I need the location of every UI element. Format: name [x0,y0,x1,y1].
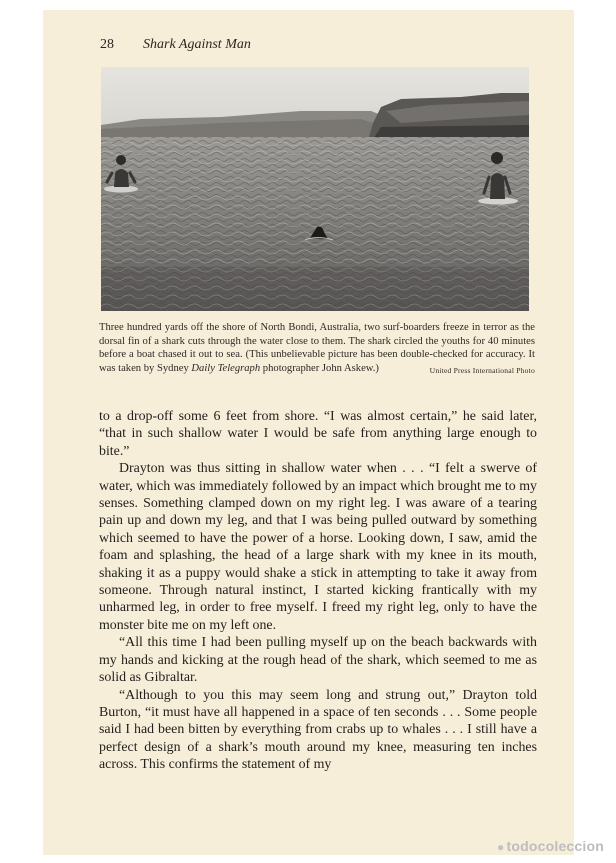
watermark-text: todocoleccion [506,838,604,854]
caption-text: Three hundred yards off the shore of North Bondi, Australia, two surf-boarders freeze in terror as the dorsal fin of a shark cuts through the water close to them. The shark circled the youths for 40 minutes before a boat chased it out to sea. (This unbelievable picture has been double-checked for accuracy. It was taken by Sydney [99,322,535,374]
running-title: Shark Against Man [143,37,251,52]
photo-caption [99,321,535,377]
page-header [100,37,540,53]
paragraph: to a drop-off some 6 feet from shore. “I was almost certain,” he said later, “that in such shallow water I would be safe from anything large enough to bite.” [99,409,537,459]
body-text [99,408,537,774]
photo-ocean-surfers-shark-fin-icon [101,67,529,311]
watermark-logo-icon: ● [497,840,505,854]
paragraph: Drayton was thus sitting in shallow water when . . . “I felt a swerve of water, which was immediately followed by an impact which brought me to my senses. Something clamped down on my right leg. I was aware of a tearing pain up and down my leg, and that I was being pulled outward by something which seemed to have the power of a horse. Looking down, I saw, amid the foam and splashing, the head of a large shark with my knee in its mouth, shaking it as a puppy would shake a stick in attempting to take it away from someone. Through natural instinct, I started kicking frantically with my unharmed leg, in order to free myself. I freed my right leg, only to have the monster bite me on my left one. [99,461,537,633]
paragraph: “All this time I had been pulling myself up on the beach backwards with my hands and kicking at the rough head of the shark, which seemed to me as solid as Gibraltar. [99,635,537,686]
paragraph: “Although to you this may seem long and strung out,” Drayton told Burton, “it must have all happened in a space of ten seconds . . . Some people said I had been bitten by everything from crabs up to whales . . . I still have a perfect design of a shark’s mouth around my knee, measuring ten inches across. This confirms the statement of my [99,687,537,773]
caption-text-end: photographer John Askew.) [260,362,379,374]
shark-photograph [101,67,529,311]
photo-credit: United Press International Photo [429,365,535,375]
caption-newspaper: Daily Telegraph [191,362,261,374]
book-page [43,10,574,855]
watermark [497,838,604,854]
page-number: 28 [100,37,114,52]
